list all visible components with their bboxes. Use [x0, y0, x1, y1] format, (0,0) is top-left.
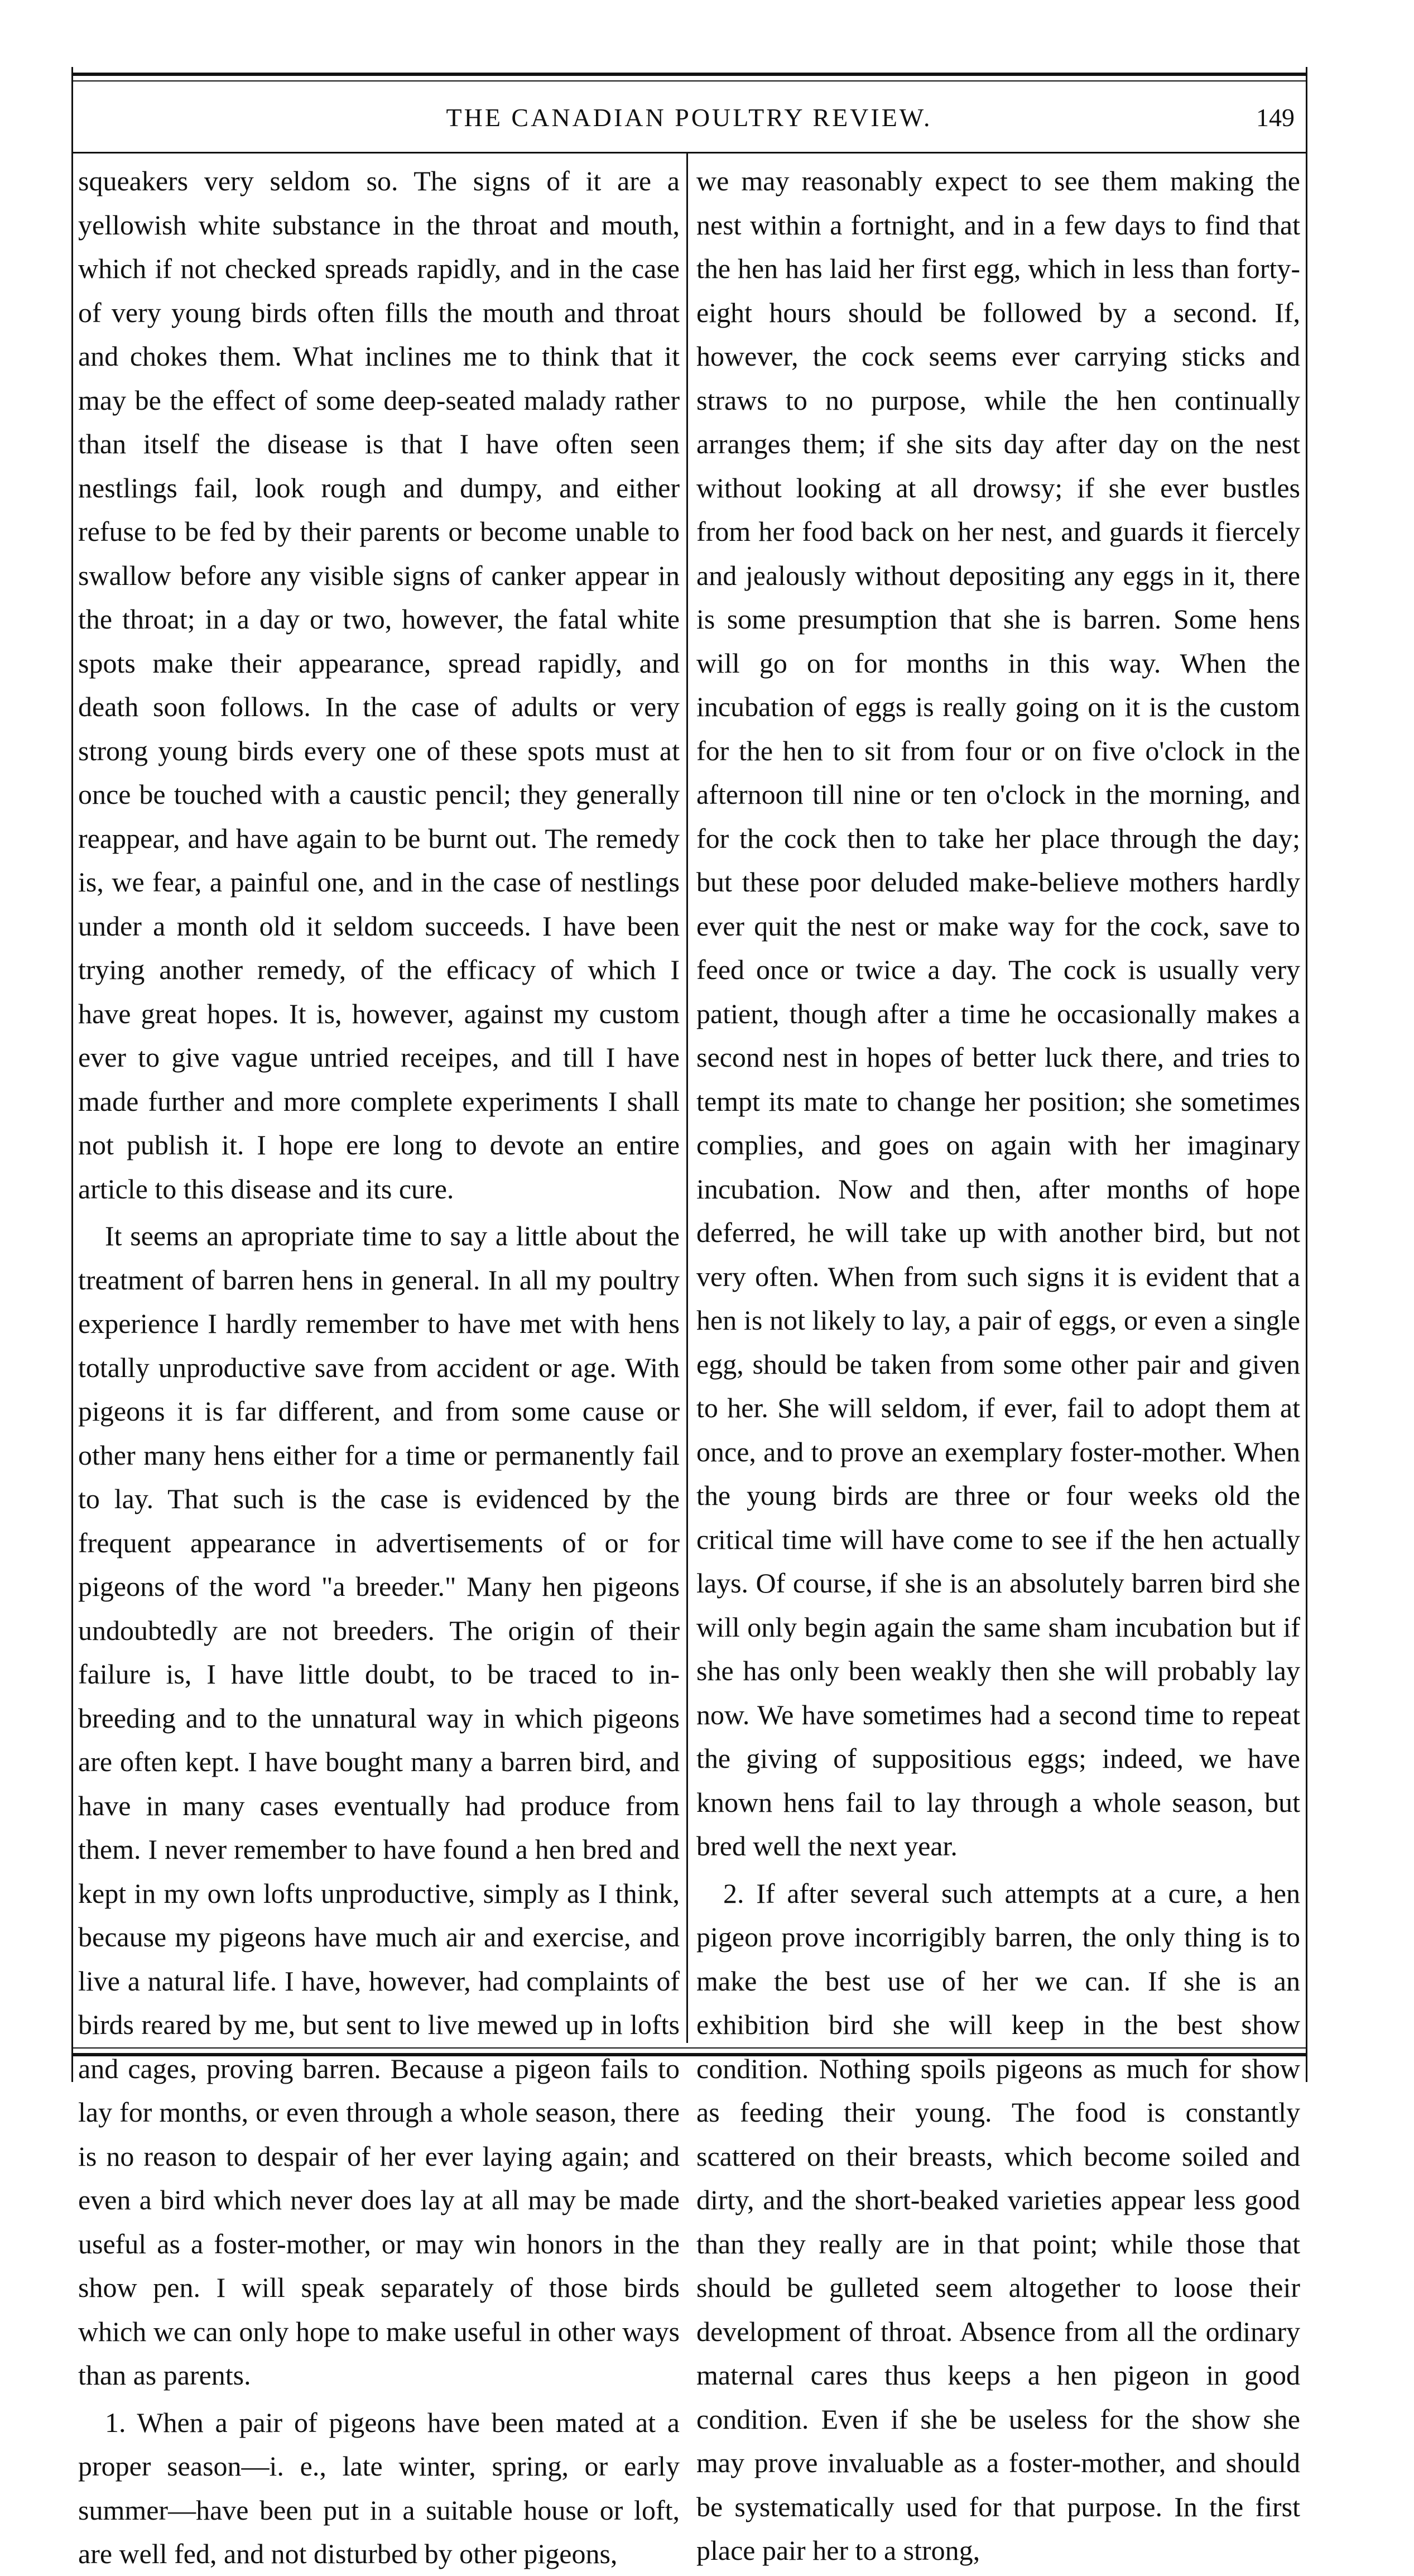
paragraph: 1. When a pair of pigeons have been mated at a proper season—i. e., late winter, spring, or early summer—have been put in a suitable house or loft, are well fed, and not disturbed by other pigeons, — [78, 2406, 680, 2569]
page-frame-right-border — [1306, 67, 1307, 2082]
paragraph: we may reasonably expect to see them making the nest within a fortnight, and in a few days to find that the hen has laid her first egg, which in less than forty-eight hours should be followed by a second. If, however, the cock seems ever carrying sticks and straws to no purpose, while the hen continually arranges them; if she sits day after day on the nest without looking at all drowsy; if she ever bustles from her food back on her nest, and guards it fiercely and jealously without depositing any eggs in it, there is some presumption that she is barren. Some hens will go on for months in this way. When the incubation of eggs is really going on it is the custom for the hen to sit from four or on five o'clock in the afternoon till nine or ten o'clock in the morning, and for the cock then to take her place through the day; but these poor deluded make-believe mothers hardly ever quit the nest or make way for the cock, save to feed once or twice a day. The cock is usually very patient, though after a time he occasionally makes a second nest in hopes of better luck there, and tries to tempt its mate to change her position; she sometimes complies, and goes on again with her imaginary incubation. Now and then, after months of hope deferred, he will take up with another bird, but not very often. When from such signs it is evident that a hen is not likely to lay, a pair of eggs, or even a single egg, should be taken from some other pair and given to her. She will seldom, if ever, fail to adopt them at once, and to prove an exemplary foster-mother. When the young birds are three or four weeks old the critical time will have come to see if the hen actually lays. Of course, if she is an absolutely barren bird she will only begin again the same sham incubation but if she has only been weakly then she will probably lay now. We have sometimes had a second time to repeat the giving of suppositious eggs; indeed, we have known hens fail to lay through a whole season, but bred well the next year. — [696, 165, 1300, 1862]
page-header — [73, 98, 1306, 148]
page-frame-left-border — [71, 67, 73, 2082]
paragraph: squeakers very seldom so. The signs of it are a yellowish white substance in the throat and mouth, which if not checked spreads rapidly, and in the case of very young birds often fills the mouth and throat and chokes them. What inclines me to think that it may be the effect of some deep-seated malady rather than itself the disease is that I have often seen nestlings fail, look rough and dumpy, and either refuse to be fed by their parents or become unable to swallow before any visible signs of canker appear in the throat; in a day or two, however, the fatal white spots make their appearance, spread rapidly, and death soon follows. In the case of adults or very strong young birds every one of these spots must at once be touched with a caustic pencil; they generally reappear, and have again to be burnt out. The remedy is, we fear, a painful one, and in the case of nestlings under a month old it seldom succeeds. I have been trying another remedy, of the efficacy of which I have great hopes. It is, however, against my custom ever to give vague untried receipes, and till I have made further and more complete experiments I shall not publish it. I hope ere long to devote an entire article to this disease and its cure. — [78, 165, 680, 1205]
running-title: THE CANADIAN POULTRY REVIEW. — [446, 103, 932, 132]
page-number: 149 — [1256, 103, 1295, 132]
paragraph: It seems an apropriate time to say a little about the treatment of barren hens in general. In all my poultry experience I hardly remember to have met with hens totally unproductive save from accident or age. With pigeons it is far different, and from some cause or other many hens either for a time or permanently fail to lay. That such is the case is evidenced by the frequent appearance in advertisements of or for pigeons of the word "a breeder." Many hen pigeons undoubtedly are not breeders. The origin of their failure is, I have little doubt, to be traced to in-breeding and to the unnatural way in which pigeons are often kept. I have bought many a barren bird, and have in many cases eventually had produce from them. I never remember to have found a hen bred and kept in my own lofts unproductive, simply as I think, because my pigeons have much air and exercise, and live a natural life. I have, however, had complaints of birds reared by me, but sent to live mewed up in lofts and cages, proving barren. Because a pigeon fails to lay for months, or even through a whole season, there is no reason to despair of her ever laying again; and even a bird which never does lay at all may be made useful as a foster-mother, or may win honors in the show pen. I will speak separately of those birds which we can only hope to make useful in other ways than as parents. — [78, 1220, 680, 2391]
column-divider — [686, 153, 688, 2043]
right-column — [696, 159, 1300, 2566]
top-rule — [73, 73, 1306, 81]
header-rule — [73, 152, 1306, 153]
paragraph: 2. If after several such attempts at a cure, a hen pigeon prove incorrigibly barren, the only thing is to make the best use of her we can. If she is an exhibition bird she will keep in the best show condition. Nothing spoils pigeons as much for show as feeding their young. The food is constantly scattered on their breasts, which become soiled and dirty, and the short-beaked varieties appear less good than they really are in that point; while those that should be gulleted seem altogether to loose their development of throat. Absence from all the ordinary maternal cares thus keeps a hen pigeon in good condition. Even if she be useless for the show she may prove invaluable as a foster-mother, and should be systematically used for that purpose. In the first place pair her to a strong, — [696, 1877, 1300, 2566]
bottom-rule — [73, 2047, 1306, 2056]
left-column — [78, 159, 680, 2569]
